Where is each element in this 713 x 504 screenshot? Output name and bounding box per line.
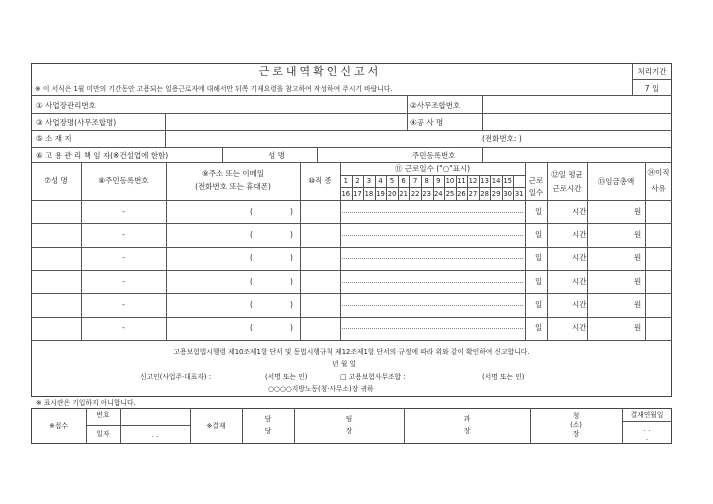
row-day-unit: 일 [535,299,543,309]
col-header-phone: (전화번호 또는 휴대폰) [195,182,271,191]
col-header-wage: ⑬임금총액 [597,177,635,186]
line [31,162,672,163]
row-resident-dash: - [122,323,125,333]
table-row-divider [31,223,672,224]
agency-label: □ 고용보험사무조합 : [340,373,406,381]
day-number-top: 12 [468,177,478,185]
approval-label: ※결재 [206,422,226,430]
footer-note: ※ 표시란은 기입하지 아니합니다. [36,399,136,407]
row-paren-close: ) [290,276,293,286]
approval-chief-1: 청 [572,412,580,420]
day-number-bottom: 18 [364,190,374,198]
row-dotted-line [342,282,523,283]
row-dotted-line [342,328,523,329]
manager-resident-label: 주민등록번호 [412,151,456,160]
form-notice: ※ 이 서식은 1월 미만의 기간동안 고용되는 일용근로자에 대해서만 뒤쪽 기재요령을 참고하여 작성하여 주시기 바랍니다. [35,85,393,93]
line [622,421,672,422]
line [587,162,588,340]
day-number-bottom: 20 [387,190,397,198]
row-paren-close: ) [290,253,293,263]
row-dotted-line [342,258,523,259]
day-number-bottom: 25 [445,190,455,198]
day-number-top: 8 [424,177,429,185]
receipt-date-dots: . . [151,431,159,439]
line [482,113,483,130]
approval-section-2: 장 [463,427,471,435]
day-number-top: 10 [445,177,455,185]
day-number-top: 9 [436,177,441,185]
row-hour-unit: 시간 [572,206,587,216]
day-number-top: 2 [355,177,360,185]
approval-date-label: 결재연월일 [630,411,664,419]
receipt-date-label: 일자 [96,430,110,438]
day-number-bottom: 27 [468,190,478,198]
row-resident-dash: - [122,276,125,286]
row-day-unit: 일 [535,206,543,216]
row-paren-close: ) [290,229,293,239]
day-number-top: 3 [366,177,372,185]
day-number-bottom: 28 [480,190,489,198]
row-paren-close: ) [290,299,293,309]
line [165,130,166,147]
approval-team-1: 팀 [345,415,353,423]
col-header-leave-2: 사유 [651,184,666,193]
processing-period-label: 처리기간 [637,67,667,76]
col-header-leave-1: ⑭이직 [647,168,670,177]
company-name-label: ④공 사 명 [410,118,444,127]
col-header-avg-hours-1: ⑫일 평균 [551,170,583,179]
row-resident-dash: - [122,299,125,309]
col-header-avg-hours-2: 근로시간 [552,184,582,193]
day-number-top: 11 [457,177,466,185]
table-row-divider [31,293,672,294]
line [482,147,483,162]
manager-label: ⑥ 고 용 관 리 책 임 자(※건설업에 한함) [36,151,169,160]
row-paren-close: ) [290,206,293,216]
line [31,130,672,131]
line [300,162,301,340]
line [407,95,408,113]
receipt-no-label: 번호 [96,411,110,419]
approval-date-dots-1: . . [643,425,651,433]
table-row-divider [31,247,672,248]
row-day-unit: 일 [535,253,543,263]
approval-team-2: 장 [345,427,353,435]
declaration-statement: 고용보험법시행령 제10조제1항 단서 및 동법시행규칙 제12조제1항 단서의 규정에 따라 위와 같이 확인하여 신고합니다. [173,348,530,356]
day-number-top: 13 [480,177,489,185]
row-won-unit: 원 [634,323,642,333]
line [31,113,672,114]
row-hour-unit: 시간 [572,323,587,333]
declaration-date: 년 월 일 [332,360,357,368]
line [31,200,672,201]
col-header-address: ⑨주소 또는 이메일 [201,169,265,178]
row-won-unit: 원 [634,206,642,216]
row-paren-open: ( [250,299,253,309]
day-number-top: 1 [343,177,348,185]
row-won-unit: 원 [634,276,642,286]
day-number-top: 6 [401,177,406,185]
receipt-label: ※접수 [49,422,68,430]
row-won-unit: 원 [634,229,642,239]
row-won-unit: 원 [634,253,642,263]
approval-section-1: 과 [463,415,471,423]
row-hour-unit: 시간 [572,229,587,239]
day-number-bottom: 23 [422,190,432,198]
row-dotted-line [342,305,523,306]
row-day-unit: 일 [535,229,543,239]
col-header-job: ⑩직 종 [308,176,332,185]
row-day-unit: 일 [535,323,543,333]
col-header-resident: ⑧주민등록번호 [98,176,149,185]
col-header-workdays: ⑪ 근로일수 ("○"표시) [394,164,471,173]
line [165,113,166,130]
day-number-bottom: 31 [514,190,524,198]
col-header-name: ⑦성 명 [44,176,68,185]
row-resident-dash: - [122,229,125,239]
phone-label: (전화번호: ) [482,134,522,143]
day-number-bottom: 26 [457,190,466,198]
table-row-divider [31,317,672,318]
business-no-label: ① 사업장관리번호 [36,101,96,110]
day-number-bottom: 24 [433,190,443,198]
day-number-bottom: 29 [491,190,501,198]
processing-period-value: 7 일 [644,84,660,93]
day-number-top: 14 [491,177,501,185]
row-hour-unit: 시간 [572,276,587,286]
col-header-total-2: 일수 [528,188,544,197]
agency-signature: (서명 또는 인) [482,373,525,381]
row-dotted-line [342,235,523,236]
location-label: ⑤ 소 재 지 [36,134,72,143]
row-hour-unit: 시간 [572,299,587,309]
row-resident-dash: - [122,206,125,216]
day-number-bottom: 22 [410,190,420,198]
line [31,340,672,341]
manager-name-label: 성 명 [268,151,285,160]
row-won-unit: 원 [634,299,642,309]
row-paren-open: ( [250,253,253,263]
line [407,113,408,130]
line [482,95,483,113]
row-paren-open: ( [250,229,253,239]
line [81,162,82,340]
line [632,79,672,80]
row-dotted-line [342,212,523,213]
col-header-total-1: 근로 [528,176,544,185]
line [86,425,190,426]
recipient-label: ○○○○지방노동(청·사무소)장 귀하 [268,385,374,393]
row-paren-open: ( [250,323,253,333]
row-day-unit: 일 [535,276,543,286]
day-number-top: 5 [389,177,395,185]
table-row-divider [31,270,672,271]
line [31,95,672,96]
row-hour-unit: 시간 [572,253,587,263]
form-title: 근로내역확인신고서 [258,65,382,78]
row-resident-dash: - [122,253,125,263]
day-number-top: 4 [378,177,383,185]
approval-chief-mid: (소) [570,421,582,429]
day-number-bottom: 17 [353,190,362,198]
line [340,187,525,188]
reporter-label: 신고인(사업주·대표자) : [140,373,212,381]
business-name-label: ③ 사업장명(사무조합명) [36,118,117,127]
approval-staff-2: 당 [264,427,272,435]
day-number-bottom: 30 [503,190,513,198]
line [31,147,672,148]
day-number-top: 7 [413,177,418,185]
day-number-bottom: 19 [376,190,385,198]
row-paren-open: ( [250,276,253,286]
line [317,147,318,162]
approval-staff-1: 담 [264,415,272,423]
approval-date-dots-2: . [645,434,649,442]
office-no-label: ②사무조합번호 [410,101,461,110]
day-number-top: 15 [503,177,513,185]
line [222,147,223,162]
row-paren-close: ) [290,323,293,333]
row-paren-open: ( [250,206,253,216]
day-number-bottom: 21 [399,190,408,198]
day-number-bottom: 16 [341,190,351,198]
approval-chief-2: 장 [572,430,580,438]
reporter-signature: (서명 또는 인) [265,373,308,381]
